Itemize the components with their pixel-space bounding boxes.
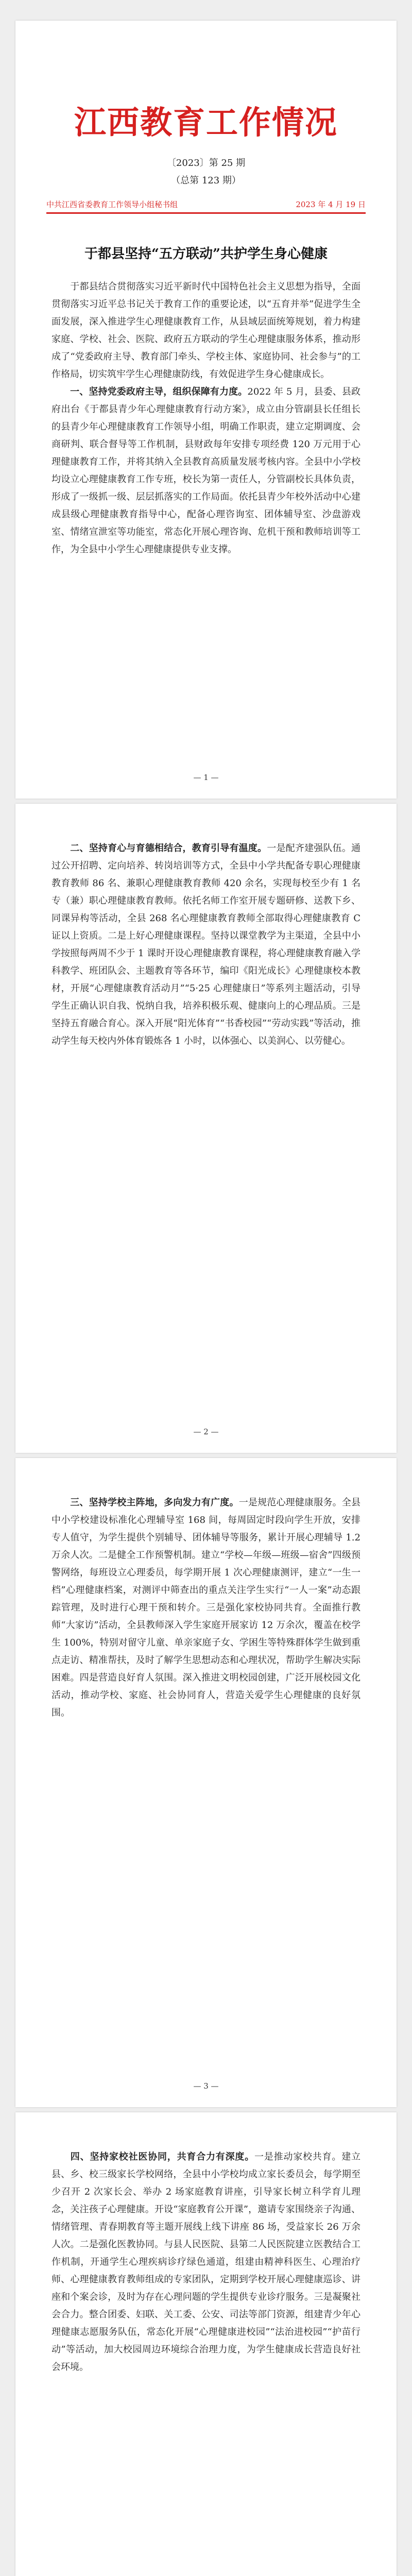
paragraph — [52, 278, 360, 383]
section-2-body: 一是配齐建强队伍。通过公开招聘、定向培养、转岗培训等方式，全县中小学共配备专职心理健康教育教师 86 名、兼职心理健康教育教师 420 余名，实现每校至少有 1 名专（兼）职心理健康教育教师。依托名师工作室开展专题研修、送教下乡、同课异构等活动，全县 268 名心理健康教育教师全部取得心理健康教育 C 证以上资质。二是上好心理健康课程。坚持以课堂教学为主渠道，全县中小学按照每两周不少于 1 课时开设心理健康教育课程，将心理健康教育融入学科教学、班团队会、主题教育等各环节，编印《阳光成长》心理健康校本教材，开展“心理健康教育活动月”“5·25 心理健康日”等系列主题活动，引导学生正确认识自我、悦纳自我，培养积极乐观、健康向上的心理品质。三是坚持五育融合育心。深入开展“阳光体育”“书香校园”“劳动实践”等活动，推动学生每天校内外体育锻炼各 1 小时，以体强心、以美润心、以劳健心。 — [52, 843, 361, 1046]
total-issue-number: （总第 123 期） — [171, 175, 241, 186]
page-1 — [15, 21, 397, 799]
page-3 — [15, 1458, 397, 2107]
page-number: — 2 — — [193, 1427, 219, 1436]
paragraph — [52, 383, 360, 558]
issue-number: 〔2023〕第 25 期 — [166, 158, 246, 168]
section-4-heading: 四、坚持家校社医协同，共育合力有深度。 — [70, 2151, 254, 2162]
issuer-org: 中共江西省委教育工作领导小组秘书组 — [46, 200, 178, 209]
article-title: 于都县坚持“五方联动”共护学生身心健康 — [84, 246, 328, 262]
issue-date: 2023 年 4 月 19 日 — [296, 200, 366, 209]
section-1-heading: 一、坚持党委政府主导，组织保障有力度。 — [70, 386, 248, 397]
section-3-heading: 三、坚持学校主阵地，多向发力有广度。 — [70, 1497, 239, 1508]
section-3-body: 一是规范心理健康服务。全县中小学校建设标准化心理辅导室 168 间，每周固定时段向学生开放，安排专人值守，为学生提供个别辅导、团体辅导等服务，累计开展心理辅导 1.2 万余人次。二是健全工作预警机制。建立“学校—年级—班级—宿舍”四级预警网络，每班设立心理委员，每学期开展 1 次心理健康测评，建立“一生一档”心理健康档案，对测评中筛查出的重点关注学生实行“一人一案”动态跟踪管理，及时进行心理干预和转介。三是强化家校协同共育。全面推行教师“大家访”活动，全县教师深入学生家庭开展家访 12 万余次，覆盖在校学生 100%，特别对留守儿童、单亲家庭子女、学困生等特殊群体学生做到重点走访、精准帮扶，及时了解学生思想动态和心理状况，帮助学生解决实际困难。四是营造良好育人氛围。深入推进文明校园创建，广泛开展校园文化活动，推动学校、家庭、社会协同育人，营造关爱学生心理健康的良好氛围。 — [52, 1497, 361, 1718]
page-4 — [15, 2112, 397, 2576]
article-body-part-4 — [52, 2148, 360, 2376]
article-body-part-2 — [52, 840, 360, 1050]
section-2-heading: 二、坚持育心与育德相结合，教育引导有温度。 — [70, 843, 267, 854]
page-number: — 1 — — [193, 773, 219, 782]
article-body-part-1 — [52, 278, 360, 558]
article-body-part-3 — [52, 1494, 360, 1722]
masthead: 江西教育工作情况 — [74, 104, 338, 141]
red-divider — [46, 212, 366, 214]
paragraph — [52, 2148, 360, 2376]
page-2 — [15, 804, 397, 1453]
intro-text: 于都县结合贯彻落实习近平新时代中国特色社会主义思想为指导，全面贯彻落实习近平总书记关于教育工作的重要论述，以“五育并举”促进学生全面发展，深入推进学生心理健康教育工作，从县域层面统筹规划，着力构建家庭、学校、社会、医院、政府五方联动的学生心理健康服务体系，推动形成了“党委政府主导、教育部门牵头、学校主体、家庭协同、社会参与”的工作格局，切实筑牢学生心理健康防线，有效促进学生身心健康成长。 — [52, 281, 360, 380]
paragraph — [52, 840, 360, 1050]
paragraph — [52, 1494, 360, 1722]
page-number: — 3 — — [193, 2081, 219, 2091]
section-1-body: 2022 年 5 月，县委、县政府出台《于都县青少年心理健康教育行动方案》，成立由分管副县长任组长的县青少年心理健康教育工作领导小组，明确工作职责，建立定期调度、会商研判、联合督导等工作机制，县财政每年安排专项经费 120 万元用于心理健康教育工作，并将其纳入全县教育高质量发展考核内容。全县中小学校均设立心理健康教育工作专班，校长为第一责任人，分管副校长具体负责，形成了一级抓一级、层层抓落实的工作局面。依托县青少年校外活动中心建成县级心理健康教育指导中心，配备心理咨询室、团体辅导室、沙盘游戏室、情绪宣泄室等功能室，常态化开展心理咨询、危机干预和教师培训等工作，为全县中小学生心理健康提供专业支撑。 — [52, 386, 360, 555]
section-4-body: 一是推动家校共育。建立县、乡、校三级家长学校网络，全县中小学校均成立家长委员会，每学期至少召开 2 次家长会、举办 2 场家庭教育讲座，引导家长树立科学育儿理念，关注孩子心理健康。开设“家庭教育公开课”，邀请专家围绕亲子沟通、情绪管理、青春期教育等主题开展线上线下讲座 86 场，受益家长 26 万余人次。二是强化医教协同。与县人民医院、县第二人民医院建立医教结合工作机制，开通学生心理疾病诊疗绿色通道，组建由精神科医生、心理治疗师、心理健康教育教师组成的专家团队，定期到学校开展心理健康巡诊、讲座和个案会诊，及时为存在心理问题的学生提供专业诊疗服务。三是凝聚社会合力。整合团委、妇联、关工委、公安、司法等部门资源，组建青少年心理健康志愿服务队伍，常态化开展“心理健康进校园”“法治进校园”“护苗行动”等活动，加大校园周边环境综合治理力度，为学生健康成长营造良好社会环境。 — [52, 2151, 360, 2372]
